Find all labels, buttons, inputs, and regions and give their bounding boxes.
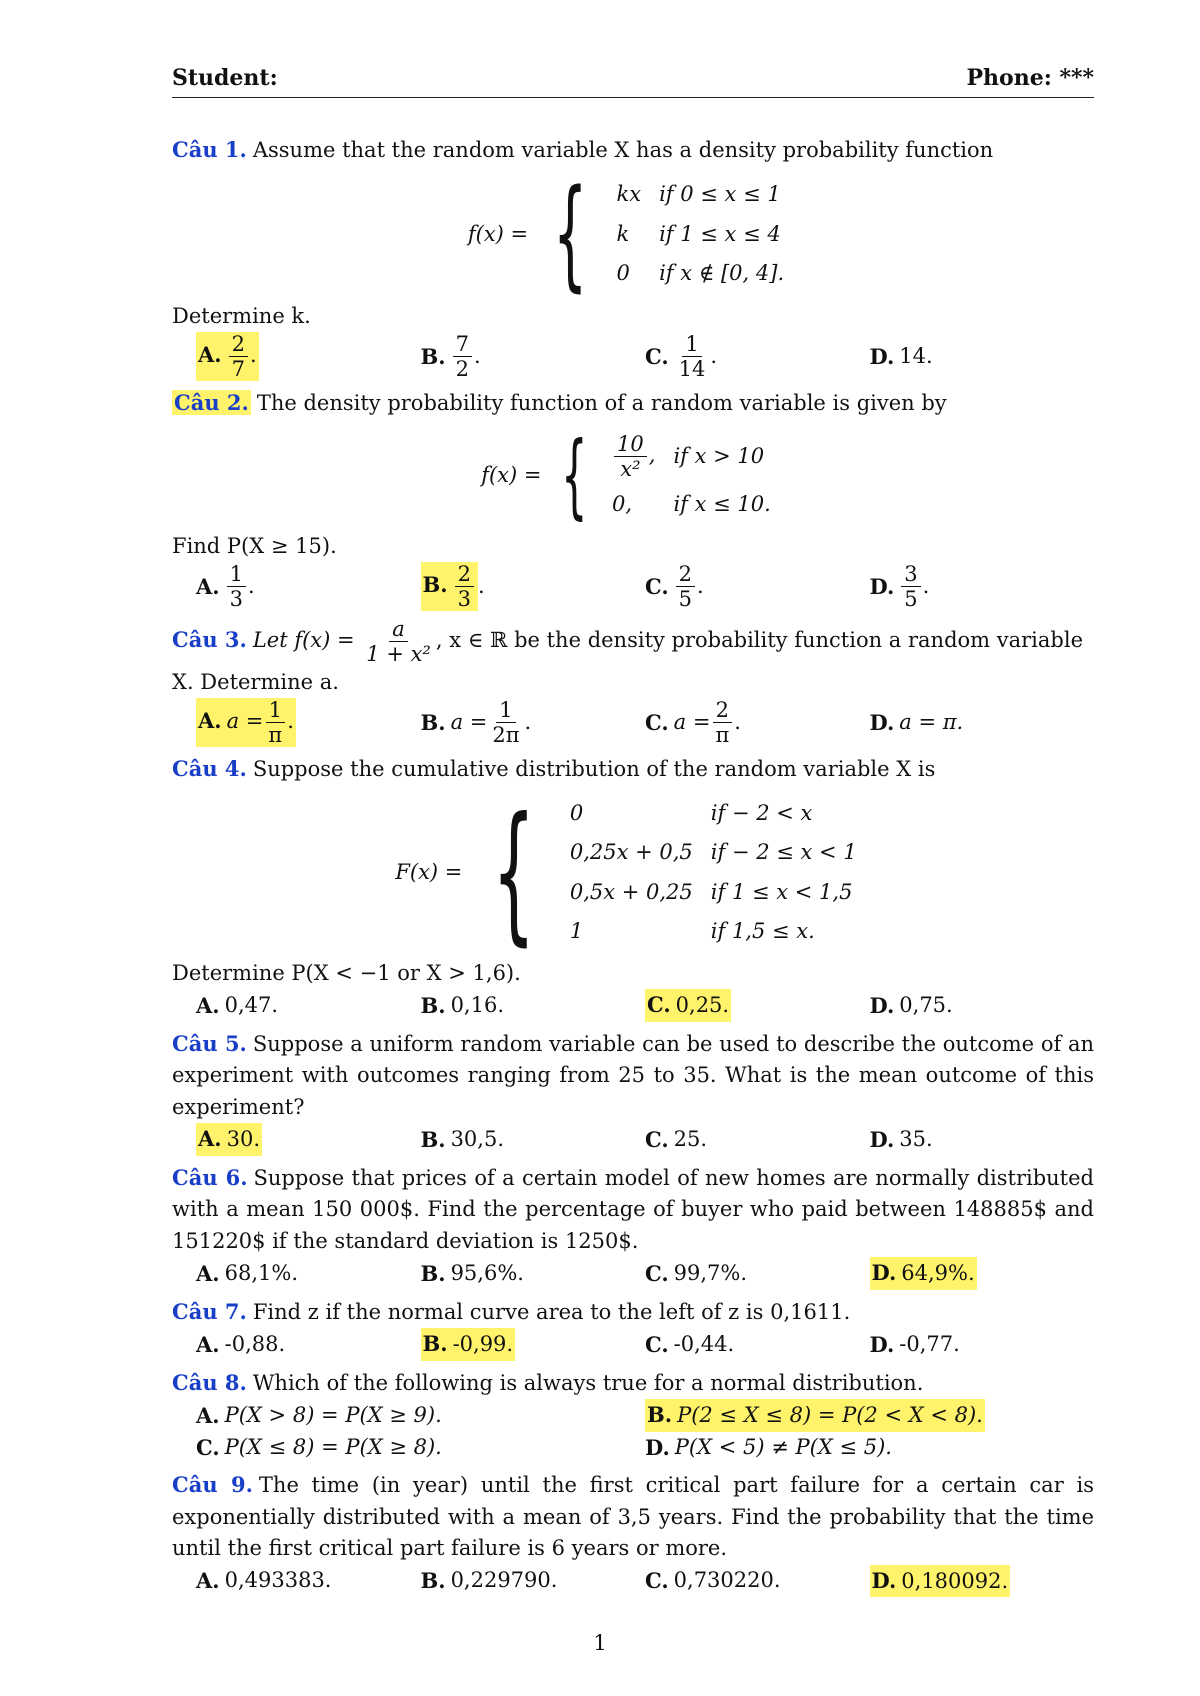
option-text: 64,9%. xyxy=(901,1261,975,1286)
numerator: 1 xyxy=(496,698,515,723)
option-text: 0,493383. xyxy=(224,1568,332,1593)
denominator: 2π xyxy=(492,723,520,748)
question-7 xyxy=(172,1296,1094,1329)
option-letter: B. xyxy=(420,343,446,369)
question-3 xyxy=(172,617,1094,698)
option-a[interactable] xyxy=(196,989,421,1022)
option-letter: D. xyxy=(869,573,895,599)
options-1 xyxy=(172,332,1094,381)
option-c[interactable]: C. $\frac{2}{5}$ . xyxy=(645,562,704,612)
option-text: -0,88. xyxy=(224,1331,286,1356)
option-letter: B. xyxy=(420,1260,446,1286)
option-d[interactable] xyxy=(870,989,1095,1022)
option-d[interactable] xyxy=(870,1328,1095,1361)
question-prompt: Determine k. xyxy=(172,303,311,328)
question-label: Câu 4. xyxy=(172,756,247,782)
question-2 xyxy=(172,387,1094,420)
denominator: 5 xyxy=(678,587,693,612)
option-text: 68,1%. xyxy=(224,1260,298,1285)
option-b[interactable] xyxy=(645,1399,1094,1432)
option-letter: A. xyxy=(196,573,220,599)
piecewise-formula-4 xyxy=(172,785,1094,960)
option-text: 35. xyxy=(899,1126,933,1151)
function-name: f(x) = xyxy=(467,221,529,246)
numerator: a xyxy=(389,617,408,642)
question-5 xyxy=(172,1028,1094,1124)
denominator: 3 xyxy=(229,587,243,612)
question-text: Which of the following is always true for a normal distribution. xyxy=(252,1370,924,1395)
denominator: 2 xyxy=(455,357,469,382)
option-letter: B. xyxy=(422,572,448,598)
case-cond: if x > 10 xyxy=(673,443,765,468)
option-c[interactable] xyxy=(645,1565,870,1598)
option-text: 14. xyxy=(899,343,933,368)
option-a[interactable] xyxy=(196,1328,421,1361)
options-9 xyxy=(172,1565,1094,1598)
question-label: Câu 7. xyxy=(172,1298,247,1324)
option-b[interactable] xyxy=(421,989,646,1022)
question-text: Suppose the cumulative distribution of the random variable X is xyxy=(252,757,936,782)
option-d[interactable] xyxy=(870,332,1095,381)
question-prompt: Find P(X ≥ 15). xyxy=(172,533,337,558)
denominator: 1 + x² xyxy=(366,642,431,667)
question-4 xyxy=(172,753,1094,786)
option-d[interactable] xyxy=(870,1565,1095,1598)
option-d[interactable]: D. $\frac{3}{5}$ . xyxy=(869,562,930,612)
question-label: Câu 1. xyxy=(172,137,247,162)
options-3 xyxy=(172,698,1094,747)
option-d[interactable] xyxy=(870,1257,1095,1290)
denominator: x² xyxy=(620,456,641,481)
options-2 xyxy=(172,562,1094,611)
option-letter: C. xyxy=(645,573,669,599)
option-letter: D. xyxy=(871,1567,897,1593)
option-letter: A. xyxy=(196,1260,220,1286)
option-a[interactable]: A. a = $\frac{1}{\pi}$ . xyxy=(198,698,294,748)
option-letter: C. xyxy=(196,1434,220,1460)
option-text: 0,47. xyxy=(224,992,279,1017)
denominator: 14 xyxy=(678,357,706,382)
option-letter: D. xyxy=(869,1126,895,1152)
option-text: 0,180092. xyxy=(901,1568,1009,1593)
option-text: -0,44. xyxy=(673,1331,735,1356)
option-letter: D. xyxy=(869,343,895,369)
option-d[interactable] xyxy=(870,698,1095,747)
case-expr: 0 xyxy=(616,261,630,286)
option-letter: B. xyxy=(420,1568,446,1594)
option-c[interactable] xyxy=(196,1432,645,1464)
option-b[interactable] xyxy=(421,1257,646,1290)
option-a[interactable]: A. $\frac{1}{3}$ . xyxy=(196,562,255,612)
option-text: P(X < 5) ≠ P(X ≤ 5). xyxy=(674,1434,892,1459)
question-text: Suppose a uniform random variable can be used to describe the outcome of an experiment with outcomes ranging from 25 to 35. What is the mean outcome of this experiment? xyxy=(172,1031,1095,1119)
numerator: 10 xyxy=(614,432,647,457)
option-text: 0,75. xyxy=(899,992,953,1017)
numerator: 1 xyxy=(266,698,285,723)
case-cond: if x ∉ [0, 4]. xyxy=(659,261,785,286)
option-letter: C. xyxy=(645,343,669,369)
case-expr: 0,5x + 0,25 xyxy=(569,879,693,904)
option-letter: C. xyxy=(647,992,671,1018)
option-text: a = π. xyxy=(899,710,964,735)
denominator: π xyxy=(715,723,730,748)
option-letter: C. xyxy=(645,1126,669,1152)
case-expr: kx xyxy=(616,182,642,207)
question-text: Assume that the random variable X has a density probability function xyxy=(252,138,994,162)
question-6 xyxy=(172,1162,1094,1258)
left-brace: { xyxy=(553,164,588,304)
option-letter: B. xyxy=(420,1126,446,1152)
question-text: Find z if the normal curve area to the left of z is 0,1611. xyxy=(252,1299,851,1324)
option-a[interactable] xyxy=(196,1123,421,1156)
numerator: 1 xyxy=(227,562,246,587)
denominator: π xyxy=(268,723,283,748)
option-letter: D. xyxy=(871,1260,897,1286)
option-prefix: a = xyxy=(450,710,488,735)
question-9 xyxy=(172,1469,1094,1565)
options-6 xyxy=(172,1257,1094,1290)
option-letter: D. xyxy=(869,710,895,736)
case-expr: k xyxy=(616,221,630,246)
numerator: 3 xyxy=(901,562,920,587)
option-b[interactable]: B. a = $\frac{1}{2\pi}$ . xyxy=(420,698,532,748)
case-cond: if 1 ≤ x < 1,5 xyxy=(710,879,853,904)
question-text: Suppose that prices of a certain model of new homes are normally distributed with a mean 150 000$. Find the percentage of buyer who paid between 148885$ and 151220$ if the standard deviation is 1250$. xyxy=(172,1165,1094,1253)
question-label: Câu 8. xyxy=(172,1369,247,1395)
case-expr: 0 xyxy=(569,800,584,825)
option-letter: A. xyxy=(196,1331,220,1357)
option-letter: A. xyxy=(198,708,222,734)
question-text: The density probability function of a random variable is given by xyxy=(256,391,947,416)
options-8-row1 xyxy=(172,1399,1094,1432)
formula-prefix: Let f(x) = xyxy=(252,628,355,653)
question-label: Câu 9. xyxy=(172,1472,253,1498)
option-letter: B. xyxy=(647,1402,673,1428)
left-brace: { xyxy=(492,785,536,960)
options-4 xyxy=(172,989,1094,1022)
option-a[interactable] xyxy=(196,1399,645,1432)
option-d[interactable] xyxy=(870,1123,1095,1156)
option-letter: A. xyxy=(196,1568,220,1594)
piecewise-formula-2 xyxy=(172,422,1094,530)
case-cond: if 1 ≤ x ≤ 4 xyxy=(659,221,781,246)
option-text: -0,77. xyxy=(899,1331,960,1356)
option-letter: A. xyxy=(198,1126,222,1152)
option-a[interactable]: A. $\frac{2}{7}$ . xyxy=(198,332,257,382)
case-cond: if − 2 < x xyxy=(710,800,813,825)
option-prefix: a = xyxy=(673,710,711,735)
student-label: Student: xyxy=(172,65,278,91)
case-expr: 1 xyxy=(569,919,584,944)
question-8 xyxy=(172,1367,1094,1400)
option-text: 0,25. xyxy=(675,993,730,1018)
page-number: 1 xyxy=(593,1631,607,1655)
option-b[interactable] xyxy=(421,1328,646,1361)
question-label: Câu 2. xyxy=(174,390,249,416)
phone-label: Phone: *** xyxy=(966,65,1094,91)
option-letter: D. xyxy=(869,992,895,1018)
denominator: 5 xyxy=(904,587,918,612)
option-a[interactable] xyxy=(196,1565,421,1598)
option-text: 30,5. xyxy=(450,1126,504,1151)
option-text: P(X > 8) = P(X ≥ 9). xyxy=(224,1402,442,1427)
option-b[interactable] xyxy=(421,1123,646,1156)
case-expr: 0, xyxy=(612,492,633,517)
option-text: P(2 ≤ X ≤ 8) = P(2 < X < 8). xyxy=(677,1403,983,1428)
function-name: F(x) = xyxy=(395,860,463,885)
option-a[interactable] xyxy=(196,1257,421,1290)
option-c[interactable] xyxy=(645,989,870,1022)
case-expr: 0,25x + 0,5 xyxy=(569,840,693,865)
numerator: 1 xyxy=(682,332,701,357)
options-5 xyxy=(172,1123,1094,1156)
denominator: 7 xyxy=(231,357,245,382)
option-letter: D. xyxy=(645,1434,670,1460)
option-letter: B. xyxy=(422,1331,448,1357)
option-text: 0,229790. xyxy=(450,1568,558,1593)
option-letter: B. xyxy=(420,710,446,736)
question-prompt: Determine P(X < −1 or X > 1,6). xyxy=(172,960,521,985)
case-cond: if 0 ≤ x ≤ 1 xyxy=(659,182,781,207)
option-text: 99,7%. xyxy=(673,1260,748,1285)
options-7 xyxy=(172,1328,1094,1361)
question-text: , x ∈ ℝ be the density probability function a random variable xyxy=(435,628,1083,653)
option-text: P(X ≤ 8) = P(X ≥ 8). xyxy=(224,1434,442,1459)
option-text: 30. xyxy=(226,1127,261,1152)
option-letter: A. xyxy=(196,1402,220,1428)
option-letter: B. xyxy=(420,992,446,1018)
numerator: 2 xyxy=(229,332,248,357)
header xyxy=(172,62,1094,98)
option-letter: C. xyxy=(645,1260,669,1286)
option-letter: C. xyxy=(645,1331,669,1357)
option-letter: A. xyxy=(198,342,222,368)
option-b[interactable]: B. $\frac{7}{2}$ . xyxy=(420,332,481,382)
option-c[interactable]: C. $\frac{1}{14}$ . xyxy=(645,332,718,382)
numerator: 2 xyxy=(713,698,732,723)
case-expr: $\frac{10}{\text{x²}}$ , xyxy=(608,428,669,485)
numerator: 2 xyxy=(676,562,695,587)
option-b[interactable]: B. $\frac{2}{3}$ . xyxy=(422,562,485,612)
piecewise-formula-1 xyxy=(172,164,1094,304)
option-prefix: a = xyxy=(226,709,264,734)
option-letter: C. xyxy=(645,1568,669,1594)
question-text-line2: X. Determine a. xyxy=(172,669,339,694)
numerator: 2 xyxy=(455,562,474,587)
option-c[interactable] xyxy=(645,1257,870,1290)
exam-page xyxy=(172,62,1094,1597)
left-brace: { xyxy=(561,422,588,530)
option-text: -0,99. xyxy=(452,1332,514,1357)
case-cond: if 1,5 ≤ x. xyxy=(710,919,815,944)
option-c[interactable] xyxy=(645,1123,870,1156)
option-letter: D. xyxy=(869,1331,895,1357)
option-text: 25. xyxy=(673,1126,708,1151)
question-label: Câu 5. xyxy=(172,1030,247,1056)
options-8-row2 xyxy=(172,1432,1094,1464)
option-text: 95,6%. xyxy=(450,1260,524,1285)
option-text: 0,16. xyxy=(450,992,504,1017)
option-d[interactable] xyxy=(645,1432,1094,1464)
option-c[interactable]: C. a = $\frac{2}{\pi}$ . xyxy=(645,698,741,748)
question-1 xyxy=(172,134,1094,167)
option-text: 0,730220. xyxy=(673,1568,781,1593)
option-b[interactable] xyxy=(421,1565,646,1598)
case-cond: if x ≤ 10. xyxy=(673,492,771,517)
case-cond: if − 2 ≤ x < 1 xyxy=(710,840,857,865)
question-label: Câu 6. xyxy=(172,1164,248,1190)
option-c[interactable] xyxy=(645,1328,870,1361)
option-letter: A. xyxy=(196,992,220,1018)
numerator: 7 xyxy=(453,332,472,357)
question-text: The time (in year) until the first critical part failure for a certain car is exponentially distributed with a mean of 3,5 years. Find the probability that the time until the first critical part failure is 6 years or more. xyxy=(172,1473,1094,1561)
question-label: Câu 3. xyxy=(172,627,247,653)
denominator: 3 xyxy=(457,587,471,612)
option-letter: C. xyxy=(645,710,669,736)
function-name: f(x) = xyxy=(481,463,542,488)
